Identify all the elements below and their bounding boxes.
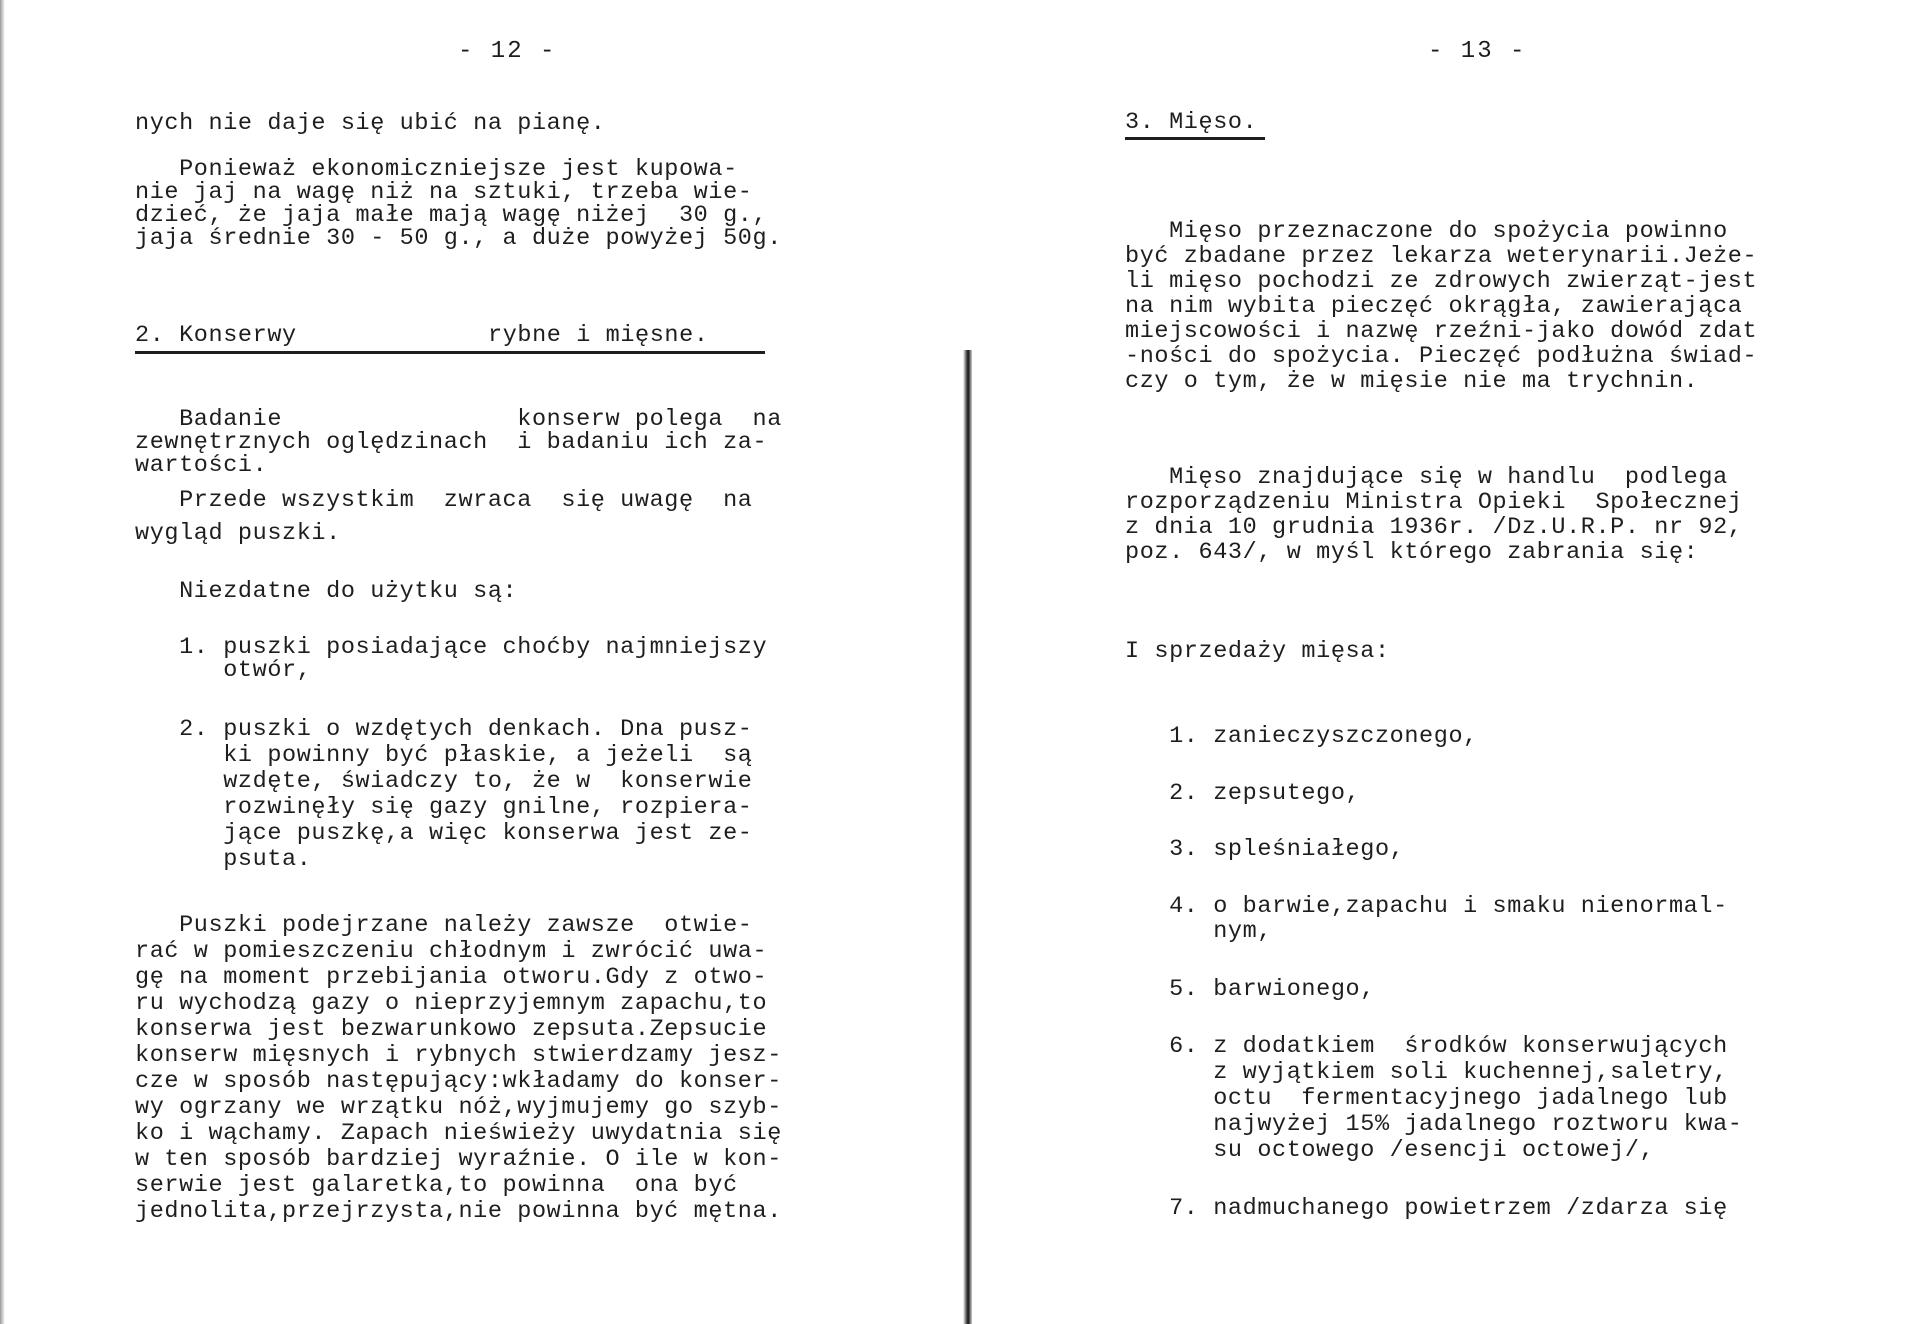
list-item-continuation: octu fermentacyjnego jadalnego lub [1125,1085,1728,1112]
text-line: wzdęte, świadczy to, że w konserwie [135,768,753,795]
text-line: poz. 643/, w myśl którego zabrania się: [1125,539,1699,566]
text-line: ru wychodzą gazy o nieprzyjemnym zapachu,to [135,990,768,1017]
text-line: dzieć, że jaja małe mają wagę niżej 30 g., [135,202,768,229]
text-line: jaja średnie 30 - 50 g., a duże powyżej 50g. [135,225,782,252]
section-heading-2b: rybne i mięsne. [488,322,709,349]
text-line: na nim wybita pieczęć okrągła, zawierająca [1125,293,1743,320]
section-heading-3: 3. Mięso. [1125,109,1258,136]
text-line: Mięso przeznaczone do spożycia powinno [1125,218,1728,245]
text-line: 1. puszki posiadające choćby najmniejszy [135,634,768,661]
text-line: Mięso znajdujące się w handlu podlega [1125,464,1728,491]
text-line: rozwinęły się gazy gnilne, rozpiera- [135,794,753,821]
text-line: konserw mięsnych i rybnych stwierdzamy jesz- [135,1042,782,1069]
heading-underline [1125,137,1265,140]
text-line: Puszki podejrzane należy zawsze otwie- [135,912,753,939]
text-line: wygląd puszki. [135,520,341,547]
text-line: Przede wszystkim zwraca się uwagę na [135,487,753,514]
text-line: jednolita,przejrzysta,nie powinna być mętna. [135,1198,782,1225]
text-line: rać w pomieszczeniu chłodnym i zwrócić uwa- [135,938,768,965]
text-line: czy o tym, że w mięsie nie ma trychnin. [1125,368,1699,395]
text-line: z dnia 10 grudnia 1936r. /Dz.U.R.P. nr 92, [1125,514,1743,541]
text-line: -ności do spożycia. Pieczęć podłużna świad- [1125,343,1758,370]
text-line: gę na moment przebijania otworu.Gdy z otwo- [135,964,768,991]
text-line: zewnętrznych oględzinach i badaniu ich za- [135,429,768,456]
text-line: wy ogrzany we wrzątku nóż,wyjmujemy go szyb- [135,1094,782,1121]
text-line: nie jaj na wagę niż na sztuki, trzeba wie- [135,179,753,206]
text-line: być zbadane przez lekarza weterynarii.Jeże- [1125,243,1758,270]
page-number-13: - 13 - [1428,38,1527,65]
list-item: 4. o barwie,zapachu i smaku nienormal- [1125,893,1728,920]
text-line: jące puszkę,a więc konserwa jest ze- [135,820,753,847]
text-line: 2. puszki o wzdętych denkach. Dna pusz- [135,716,753,743]
text-line: ko i wąchamy. Zapach nieświeży uwydatnia się [135,1120,782,1147]
list-item-continuation: nym, [1125,918,1273,945]
text-line: serwie jest galaretka,to powinna ona być [135,1172,738,1199]
niezdatne-line: Niezdatne do użytku są: [135,578,518,605]
list-item: 7. nadmuchanego powietrzem /zdarza się [1125,1195,1728,1222]
page-number-12: - 12 - [458,38,557,65]
text-line: ki powinny być płaskie, a jeżeli są [135,742,753,769]
list-item-continuation: najwyżej 15% jadalnego roztworu kwa- [1125,1111,1743,1138]
text-line: w ten sposób bardziej wyraźnie. O ile w kon- [135,1146,782,1173]
list-item-continuation: z wyjątkiem soli kuchennej,saletry, [1125,1059,1728,1086]
list-item-continuation: su octowego /esencji octowej/, [1125,1137,1655,1164]
text-line: Badanie konserw polega na [135,406,782,433]
heading-underline [135,351,765,354]
text-line: cze w sposób następujący:wkładamy do konser- [135,1068,782,1095]
text-line: wartości. [135,452,268,479]
text-line: li mięso pochodzi ze zdrowych zwierząt-jest [1125,268,1758,295]
list-item: 5. barwionego, [1125,976,1375,1003]
list-item: 1. zanieczyszczonego, [1125,723,1478,750]
text-line: Ponieważ ekonomiczniejsze jest kupowa- [135,156,738,183]
right-page [975,0,1920,1324]
section-heading-2a: 2. Konserwy [135,322,297,349]
list-item: 6. z dodatkiem środków konserwujących [1125,1033,1728,1060]
book-gutter [963,350,972,1324]
text-line: otwór, [135,657,312,684]
section-roman-I: I sprzedaży mięsa: [1125,638,1390,665]
text-line: rozporządzeniu Ministra Opieki Społecznej [1125,489,1743,516]
continued-line: nych nie daje się ubić na pianę. [135,110,606,137]
text-line: miejscowości i nazwę rzeźni-jako dowód zdat [1125,318,1758,345]
list-item: 2. zepsutego, [1125,780,1361,807]
list-item: 3. spleśniałego, [1125,836,1405,863]
text-line: konserwa jest bezwarunkowo zepsuta.Zepsucie [135,1016,768,1043]
text-line: psuta. [135,846,312,873]
